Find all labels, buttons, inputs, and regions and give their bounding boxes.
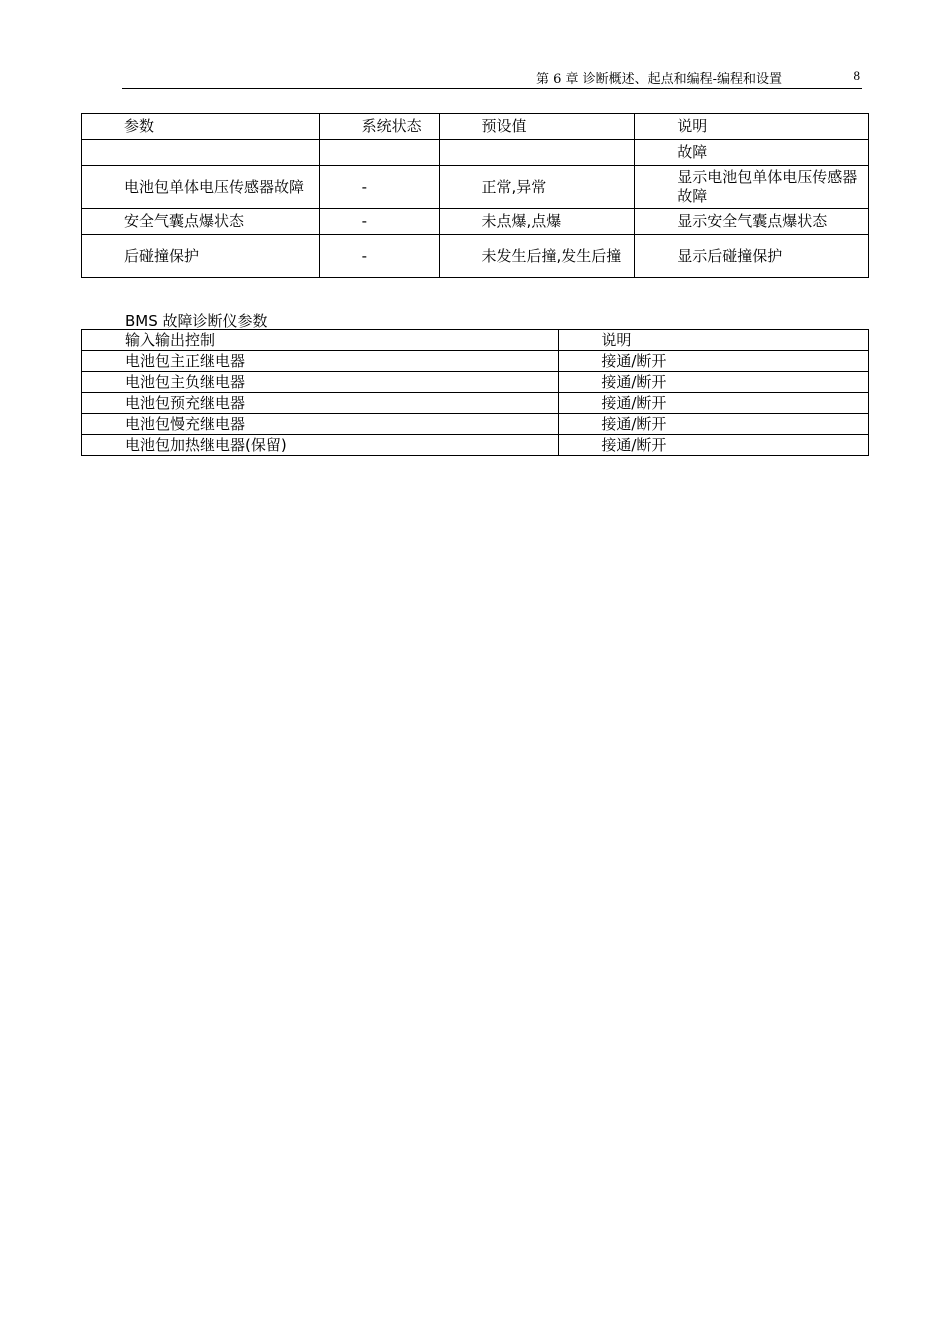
parameters-table [81,113,869,278]
page-number: 8 [853,68,860,83]
table-header-row [82,114,869,140]
io-control-table [81,329,869,456]
page-header [122,66,862,89]
table-cell: 后碰撞保护 [82,235,320,278]
table-cell: 电池包预充继电器 [82,393,559,414]
table-cell: 未发生后撞,发生后撞 [439,235,635,278]
table-row [82,351,869,372]
table-cell: 接通/断开 [559,372,869,393]
table-cell: 电池包单体电压传感器故障 [82,166,320,209]
table-cell: 电池包加热继电器(保留) [82,435,559,456]
table-header-row [82,330,869,351]
table-cell: 接通/断开 [559,435,869,456]
table-row [82,435,869,456]
table-cell: 电池包主正继电器 [82,351,559,372]
header-cell: 说明 [559,330,869,351]
table-row [82,414,869,435]
table-cell: 故障 [635,140,869,166]
header-title: 第 6 章 诊断概述、起点和编程-编程和设置 [535,72,782,87]
table-cell: 接通/断开 [559,393,869,414]
table-cell [82,140,320,166]
table-row [82,140,869,166]
table-cell [319,140,439,166]
table-cell: 显示后碰撞保护 [635,235,869,278]
table-row [82,393,869,414]
header-cell: 系统状态 [319,114,439,140]
table-cell: 显示安全气囊点爆状态 [635,209,869,235]
table-row [82,209,869,235]
table-cell: 未点爆,点爆 [439,209,635,235]
header-cell: 参数 [82,114,320,140]
table-cell [439,140,635,166]
table-cell: 电池包主负继电器 [82,372,559,393]
table-cell: 电池包慢充继电器 [82,414,559,435]
table-cell: - [319,166,439,209]
table-cell: 正常,异常 [439,166,635,209]
table-cell: 接通/断开 [559,414,869,435]
table-cell: - [319,209,439,235]
table-cell: 接通/断开 [559,351,869,372]
header-cell: 预设值 [439,114,635,140]
table-row [82,235,869,278]
section-title: BMS 故障诊断仪参数 [125,312,268,330]
table-row [82,372,869,393]
table-cell: - [319,235,439,278]
header-cell: 说明 [635,114,869,140]
table-cell: 安全气囊点爆状态 [82,209,320,235]
table-row [82,166,869,209]
table-cell: 显示电池包单体电压传感器故障 [635,166,869,209]
header-cell: 输入输出控制 [82,330,559,351]
